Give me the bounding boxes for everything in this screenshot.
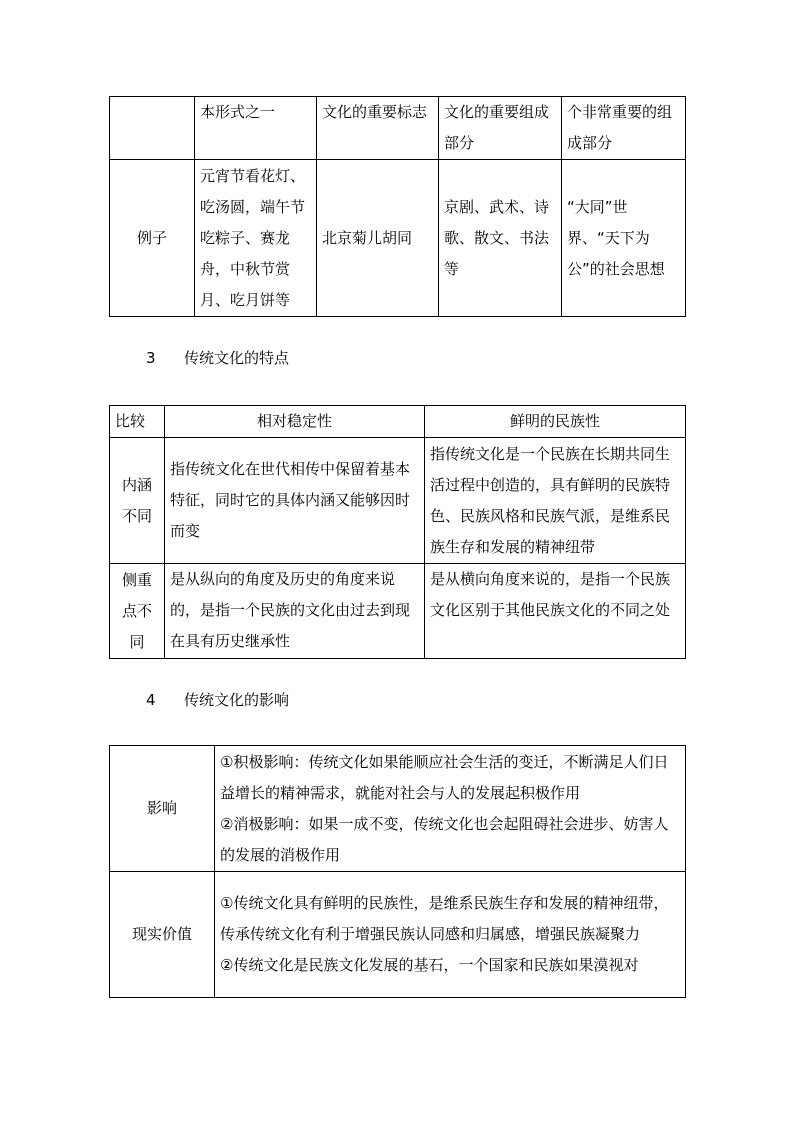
table-cell: 元宵节看花灯、吃汤圆，端午节吃粽子、赛龙舟，中秋节赏月、吃月饼等 — [195, 160, 317, 317]
section-number: 4 — [146, 691, 156, 709]
section-title: 传统文化的特点 — [184, 349, 290, 367]
row-label: 影响 — [110, 746, 215, 872]
list-item: ①积极影响：传统文化如果能顺应社会生活的变迁，不断满足人们日益增长的精神需求，就能对社会与人的发展起积极作用 — [220, 752, 669, 802]
row-label: 现实价值 — [110, 872, 215, 998]
table-row — [110, 746, 686, 872]
section-number: 3 — [146, 349, 156, 367]
section-heading-3 — [146, 348, 289, 368]
table-row — [110, 160, 686, 317]
section-heading-4 — [146, 690, 289, 710]
table-cell: 本形式之一 — [195, 97, 317, 160]
table-row — [110, 872, 686, 998]
table-header-row — [110, 406, 686, 438]
table-cell: 京剧、武术、诗歌、散文、书法等 — [439, 160, 562, 317]
list-item: ①传统文化具有鲜明的民族性，是维系民族生存和发展的精神纽带，传承传统文化有利于增强民族认同感和归属感，增强民族凝聚力 — [220, 894, 669, 943]
section-title: 传统文化的影响 — [184, 691, 290, 709]
table-cell: 是从横向角度来说的，是指一个民族文化区别于其他民族文化的不同之处 — [425, 564, 686, 659]
table-cell: 文化的重要组成部分 — [439, 97, 562, 160]
table-cell: 文化的重要标志 — [317, 97, 439, 160]
table-cell: 个非常重要的组成部分 — [562, 97, 686, 160]
table-cell: 指传统文化在世代相传中保留着基本特征，同时它的具体内涵又能够因时而变 — [165, 438, 425, 564]
row-label: 内涵不同 — [110, 438, 165, 564]
table-forms — [109, 96, 686, 317]
table-influence — [109, 745, 686, 998]
table-cell — [215, 746, 686, 872]
table-cell — [110, 97, 195, 160]
table-characteristics — [109, 405, 686, 659]
row-label: 例子 — [110, 160, 195, 317]
table-cell: 北京菊儿胡同 — [317, 160, 439, 317]
table-cell — [215, 872, 686, 998]
table-row — [110, 97, 686, 160]
column-header: 鲜明的民族性 — [425, 406, 686, 438]
list-item: ②传统文化是民族文化发展的基石，一个国家和民族如果漠视对 — [220, 956, 639, 974]
table-cell: “大同”世界、“天下为公”的社会思想 — [562, 160, 686, 317]
list-item: ②消极影响：如果一成不变，传统文化也会起阻碍社会进步、妨害人的发展的消极作用 — [220, 814, 669, 864]
table-row — [110, 438, 686, 564]
column-header: 比较 — [110, 406, 165, 438]
column-header: 相对稳定性 — [165, 406, 425, 438]
row-label: 侧重点不同 — [110, 564, 165, 659]
table-cell: 是从纵向的角度及历史的角度来说的，是指一个民族的文化由过去到现在具有历史继承性 — [165, 564, 425, 659]
table-cell: 指传统文化是一个民族在长期共同生活过程中创造的，具有鲜明的民族特色、民族风格和民族气派，是维系民族生存和发展的精神纽带 — [425, 438, 686, 564]
table-row — [110, 564, 686, 659]
